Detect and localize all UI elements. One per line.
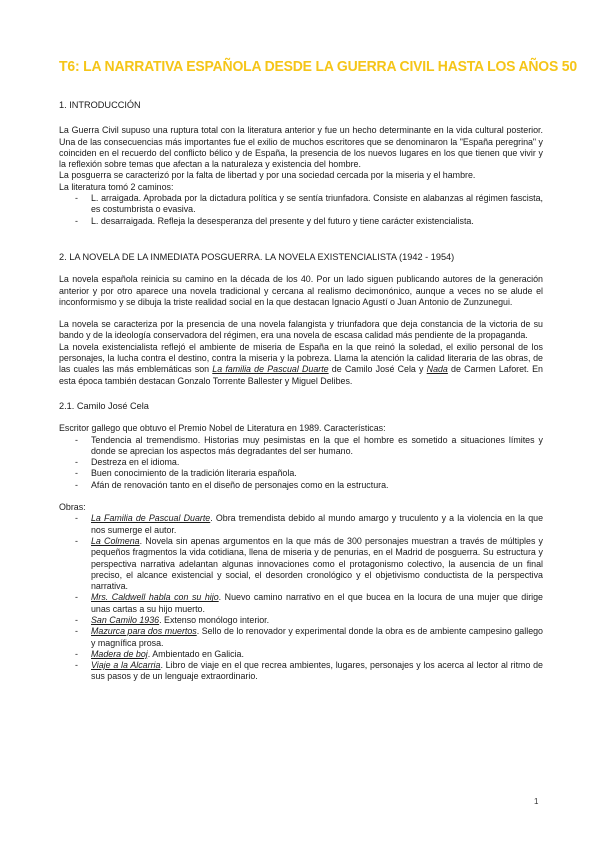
work-title: Mazurca para dos muertos [91,626,197,637]
work-title: Madera de boj [91,648,148,659]
list-item: - L. arraigada. Aprobada por la dictadura política y se sentía triunfadora. Consiste en alabanzas al régimen fascista, es costumbrista o evasiva. [59,193,543,216]
paragraph: La novela existencialista reflejó el ambiente de miseria de España en la que reinó la soledad, el exilio personal de los personajes, la lucha contra el destino, contra la miseria y la pobreza. Llama la atención la calidad literaria de las obras, de las cuales las más emblemáticas son La familia de Pascual Duarte de Camilo José Cela y Nada de Carmen Laforet. En esta época también destacan Gonzalo Torrente Ballester y Miguel Delibes. [59,341,543,386]
features-list [59,435,543,491]
list-item: - La Familia de Pascual Duarte. Obra tremendista debido al mundo amargo y truculento y a la violencia en la que nos sumerge el autor. [59,513,543,536]
section-1-heading: 1. INTRODUCCIÓN [59,100,141,110]
list-item: - Buen conocimiento de la tradición literaria española. [59,468,543,479]
paragraph: La novela española reinicia su camino en la década de los 40. Por un lado siguen publicando autores de la generación anterior y por otro aparece una novela tradicional y cercana al realismo decimonónico, aunque a veces no se alude el inconformismo y se dibuja la triste realidad social en la que destacan Ignacio Agustí o Juan Antonio de Zunzunegui. [59,274,543,307]
paragraph: La posguerra se caracterizó por la falta de libertad y por una sociedad cercada por la miseria y el hambre. [59,170,476,181]
work-title: Mrs. Caldwell habla con su hijo [91,592,219,603]
paragraph: Escritor gallego que obtuvo el Premio Nobel de Literatura en 1989. Características: [59,423,386,434]
obras-list [59,513,543,682]
work-title: La Familia de Pascual Duarte [91,513,211,524]
list-item: - Destreza en el idioma. [59,457,543,468]
list-item: - Tendencia al tremendismo. Historias muy pesimistas en la que el hombre es sometido a situaciones límites y donde se aprecian los aspectos más degradantes del ser humano. [59,435,543,458]
work-title: San Camilo 1936 [91,614,160,625]
paragraph: La literatura tomó 2 caminos: [59,181,174,192]
work-title: La familia de Pascual Duarte [212,364,329,375]
work-title: Nada [426,364,448,375]
list-item: - Afán de renovación tanto en el diseño de personajes como en la estructura. [59,480,543,491]
list-item: - Madera de boj. Ambientado en Galicia. [59,649,543,660]
obras-label: Obras: [59,502,86,513]
section-2-1-heading: 2.1. Camilo José Cela [59,400,149,411]
work-title: Viaje a la Alcarria [91,660,161,671]
paragraph: La Guerra Civil supuso una ruptura total con la literatura anterior y fue un hecho determinante en la vida cultural posterior. Una de las consecuencias más importantes fue el exilio de muchos escritores que se denominaron la "España peregrina" y coinciden en el recuerdo del conflicto bélico y de España, la presencia de los nuevos lugares en los que tienen que vivir y la reflexión sobre temas que afectan a la naturaleza y existencia del hombre. [59,125,543,170]
document-title: T6: LA NARRATIVA ESPAÑOLA DESDE LA GUERRA CIVIL HASTA LOS AÑOS 50 [59,58,577,75]
list-item: - La Colmena. Novela sin apenas argumentos en la que más de 300 personajes muestran a través de múltiples y pequeños fragmentos la vida cotidiana, llena de miseria y de penurias, en el Madrid de posguerra. Su estructura y perspectiva narrativa adelantan algunas innovaciones como el protagonismo colectivo, la ausencia de un final preciso, el alcance existencial y social, el desorden cronológico y el objetivismo conductista de la perspectiva narrativa. [59,536,543,592]
list-item: - Viaje a la Alcarria. Libro de viaje en el que recrea ambientes, lugares, personajes y los acerca al lector al ritmo de sus pasos y de un lenguaje extraordinario. [59,660,543,683]
paragraph: La novela se caracteriza por la presencia de una novela falangista y triunfadora que deja constancia de la victoria de su bando y de la ideología conservadora del régimen, era una novela de escasa calidad más pendiente de la propaganda. [59,319,543,341]
list-item: - L. desarraigada. Refleja la desesperanza del presente y del futuro y tiene carácter existencialista. [59,216,543,227]
caminos-list [59,193,543,227]
document-body [59,100,543,683]
page-number: 1 [534,797,539,806]
list-item: - San Camilo 1936. Extenso monólogo interior. [59,615,543,626]
list-item: - Mrs. Caldwell habla con su hijo. Nuevo camino narrativo en el que bucea en la locura de una mujer que dirige unas cartas a su hijo muerto. [59,592,543,615]
work-title: La Colmena [91,535,140,546]
section-2-heading: 2. LA NOVELA DE LA INMEDIATA POSGUERRA. LA NOVELA EXISTENCIALISTA (1942 - 1954) [59,251,455,262]
list-item: - Mazurca para dos muertos. Sello de lo renovador y experimental donde la obra es de ambiente campesino gallego y magnífica prosa. [59,626,543,649]
